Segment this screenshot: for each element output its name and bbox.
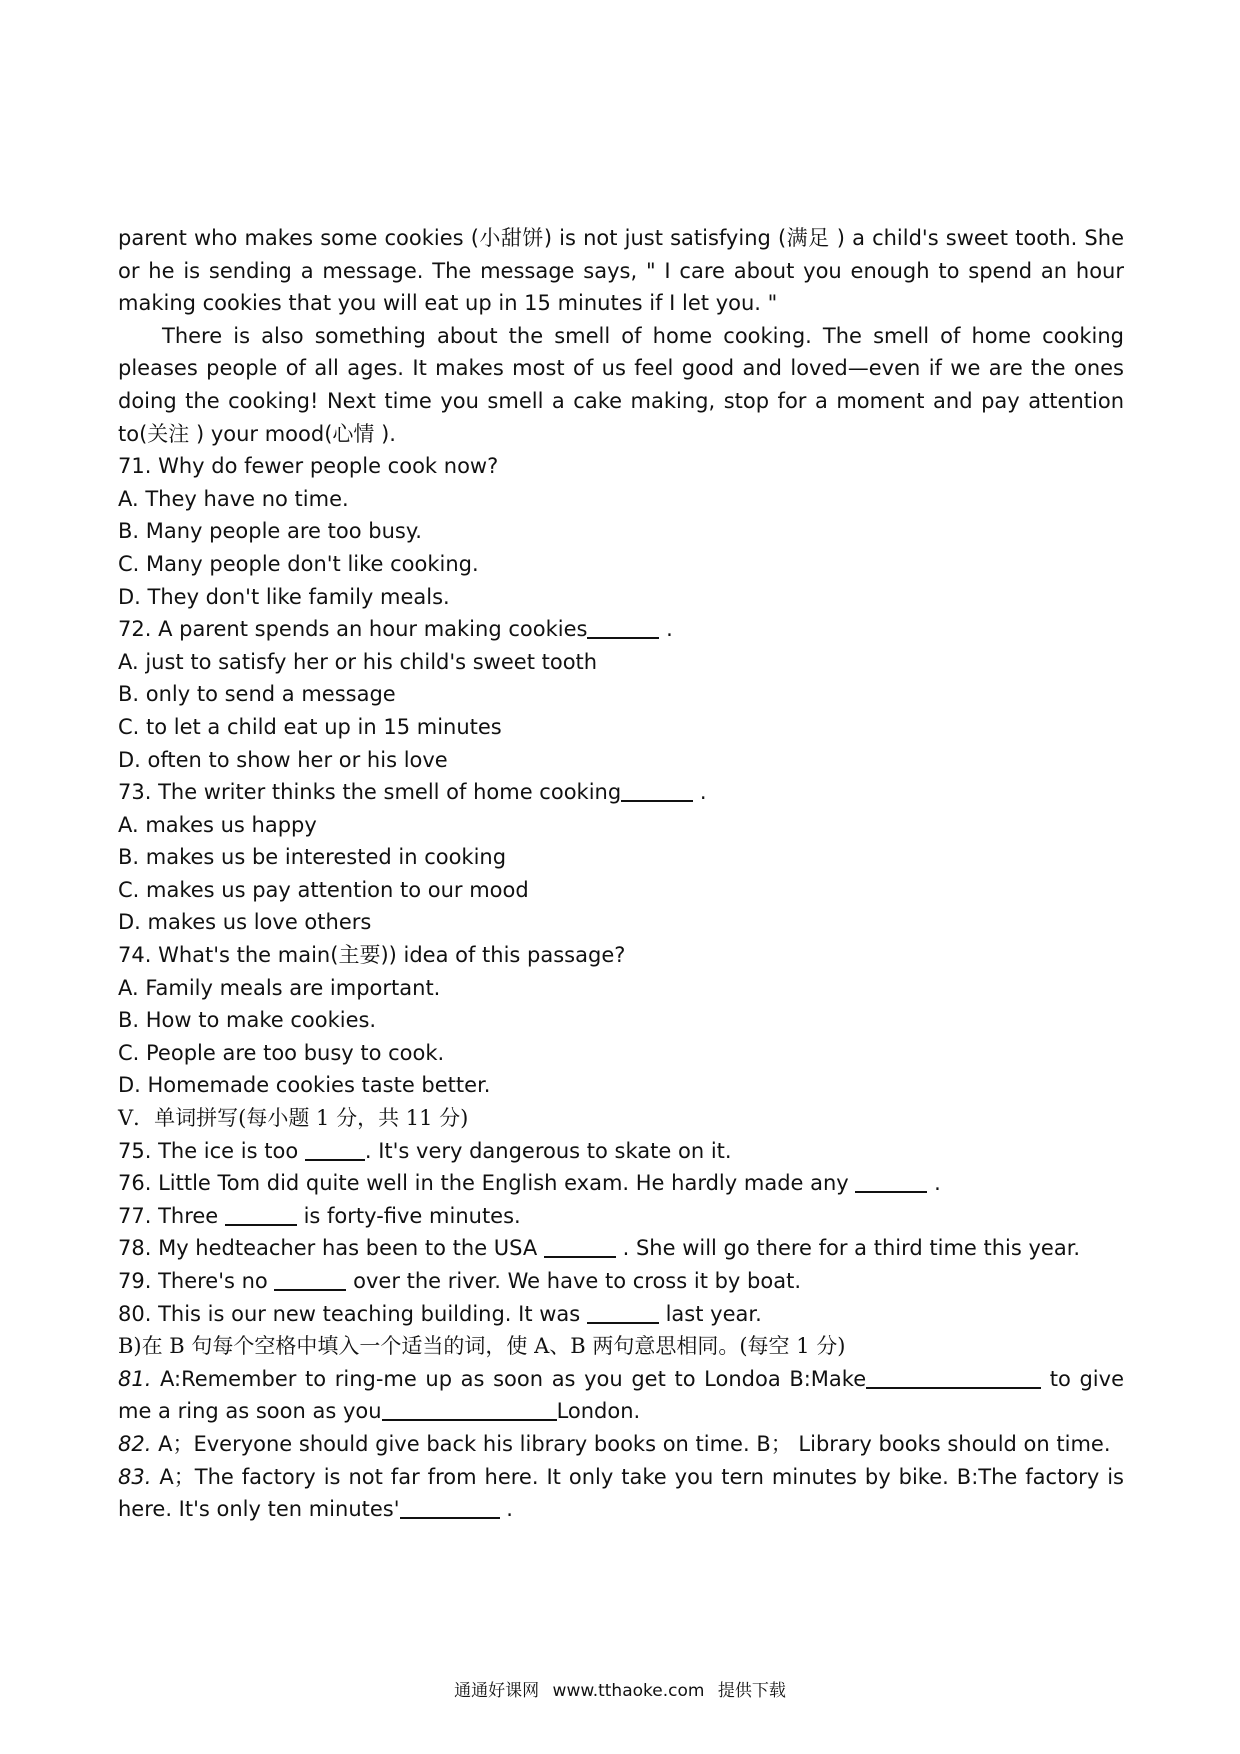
section-heading: V．单词拼写(每小题 1 分，共 11 分) <box>118 1106 469 1131</box>
answer-option: C. People are too busy to cook. <box>118 1040 445 1065</box>
answer-option: D. often to show her or his love <box>118 747 448 772</box>
rewrite-item: 83. A；The factory is not far from here. It only take you tern minutes by bike. B:The factory is here. It's only ten minutes' . <box>118 1464 1124 1522</box>
answer-blank[interactable] <box>400 1495 500 1519</box>
answer-blank[interactable] <box>866 1365 1041 1389</box>
question-stem: 73. The writer thinks the smell of home cooking . <box>118 780 707 805</box>
footer-note: 提供下载 <box>717 1681 786 1701</box>
spelling-item: 79. There's no over the river. We have to cross it by boat. <box>118 1269 801 1293</box>
spelling-item: 78. My hedteacher has been to the USA . She will go there for a third time this year. <box>118 1236 1081 1261</box>
passage-paragraph: There is also something about the smell of home cooking. The smell of home cooking pleases people of all ages. It makes most of us feel good and loved—even if we are the ones doing the cooking! Next time you smell a cake making, stop for a moment and pay attention to(关注 ) your mood(心情 ). <box>118 323 1124 446</box>
answer-option: A. makes us happy <box>118 812 317 837</box>
spelling-item: 76. Little Tom did quite well in the English exam. He hardly made any . <box>118 1171 941 1196</box>
answer-blank[interactable] <box>855 1169 927 1193</box>
answer-option: D. makes us love others <box>118 910 372 935</box>
spelling-item: 75. The ice is too . It's very dangerous to skate on it. <box>118 1138 732 1163</box>
question-stem: 74. What's the main(主要)) idea of this passage? <box>118 943 626 968</box>
answer-option: B. Many people are too busy. <box>118 519 422 544</box>
question-stem: 71. Why do fewer people cook now? <box>118 454 499 479</box>
answer-option: B. makes us be interested in cooking <box>118 845 507 870</box>
answer-blank[interactable] <box>225 1202 297 1226</box>
rewrite-item: 82. A；Everyone should give back his library books on time. B； Library books should on time. <box>118 1431 1111 1456</box>
answer-blank[interactable] <box>544 1234 616 1258</box>
answer-blank[interactable] <box>382 1397 557 1421</box>
section-heading: B)在 B 句每个空格中填入一个适当的词，使 A、B 两句意思相同。(每空 1 分) <box>118 1334 846 1359</box>
footer-site-name: 通通好课网 <box>454 1681 540 1701</box>
answer-option: B. only to send a message <box>118 682 396 707</box>
spelling-item: 77. Three is forty-five minutes. <box>118 1203 521 1228</box>
answer-option: D. Homemade cookies taste better. <box>118 1073 491 1098</box>
answer-option: C. Many people don't like cooking. <box>118 551 479 576</box>
answer-blank[interactable] <box>274 1267 346 1291</box>
question-stem: 72. A parent spends an hour making cookies . <box>118 617 673 642</box>
spelling-item: 80. This is our new teaching building. It was last year. <box>118 1301 762 1326</box>
passage-paragraph: parent who makes some cookies (小甜饼) is not just satisfying (满足 ) a child's sweet tooth. She or he is sending a message. The message says, " I care about you enough to spend an hour making cookies that you will eat up in 15 minutes if I let you. " <box>118 226 1124 316</box>
page-footer <box>0 1676 1240 1701</box>
answer-blank[interactable] <box>621 778 693 802</box>
answer-option: D. They don't like family meals. <box>118 584 450 609</box>
answer-option: A. just to satisfy her or his child's sweet tooth <box>118 649 598 674</box>
answer-blank[interactable] <box>587 615 659 639</box>
footer-url[interactable]: www.tthaoke.com <box>552 1681 705 1701</box>
exam-page <box>118 222 1124 1526</box>
answer-blank[interactable] <box>587 1300 659 1324</box>
answer-option: A. They have no time. <box>118 486 349 511</box>
answer-option: C. makes us pay attention to our mood <box>118 877 529 902</box>
answer-option: A. Family meals are important. <box>118 975 441 1000</box>
rewrite-item: 81. A:Remember to ring-me up as soon as you get to Londoa B:Make to give me a ring as soon as you London. <box>118 1366 1124 1424</box>
answer-option: B. How to make cookies. <box>118 1008 377 1033</box>
answer-option: C. to let a child eat up in 15 minutes <box>118 714 502 739</box>
answer-blank[interactable] <box>305 1137 365 1161</box>
